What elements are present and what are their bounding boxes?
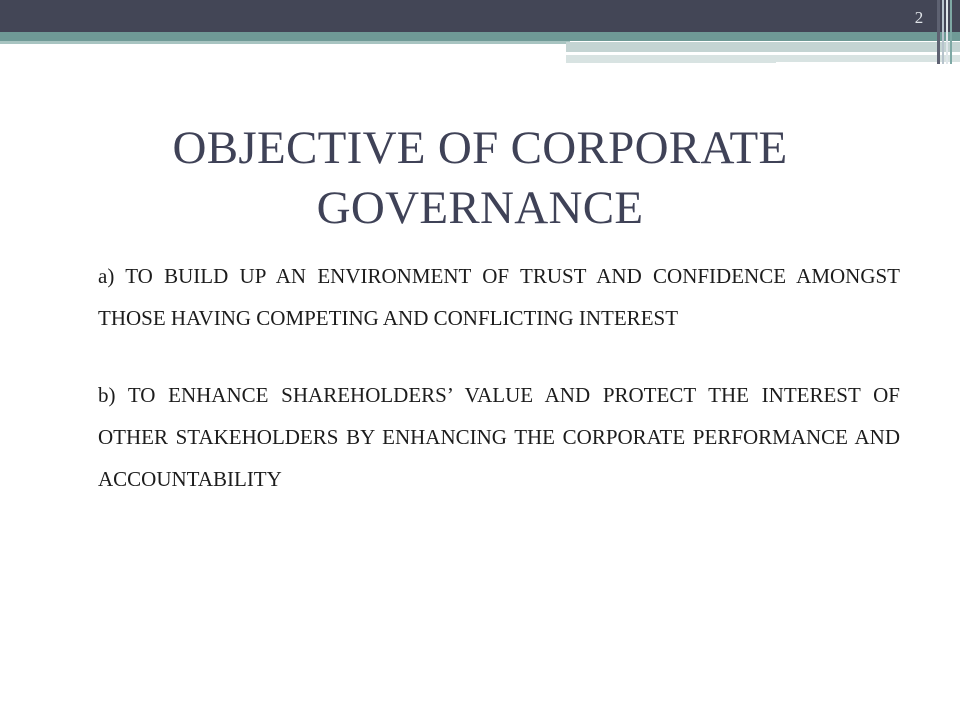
corner-stripe-light bbox=[942, 0, 944, 64]
objective-paragraph-b: b) TO ENHANCE SHAREHOLDERS’ VALUE AND PROTECT THE INTEREST OF OTHER STAKEHOLDERS BY ENHANCING THE CORPORATE PERFORMANCE AND ACCOUNTABILITY bbox=[98, 383, 900, 491]
corner-stripe-dark bbox=[937, 0, 940, 64]
slide-body bbox=[98, 255, 900, 500]
page-number: 2 bbox=[914, 8, 924, 27]
header-accent-band bbox=[0, 32, 960, 41]
corner-stripe-teal bbox=[950, 0, 952, 64]
corner-stripe-lighter bbox=[946, 0, 948, 64]
header-bar bbox=[0, 0, 960, 32]
slide-title: OBJECTIVE OF CORPORATE GOVERNANCE bbox=[172, 122, 788, 234]
header-accent-step bbox=[566, 42, 960, 52]
header-divider-line-lower bbox=[776, 62, 960, 64]
header-accent-line bbox=[0, 41, 570, 44]
objective-paragraph-a: a) TO BUILD UP AN ENVIRONMENT OF TRUST AND CONFIDENCE AMONGST THOSE HAVING COMPETING AND CONFLICTING INTEREST bbox=[98, 264, 900, 330]
header-divider-line bbox=[566, 52, 888, 54]
